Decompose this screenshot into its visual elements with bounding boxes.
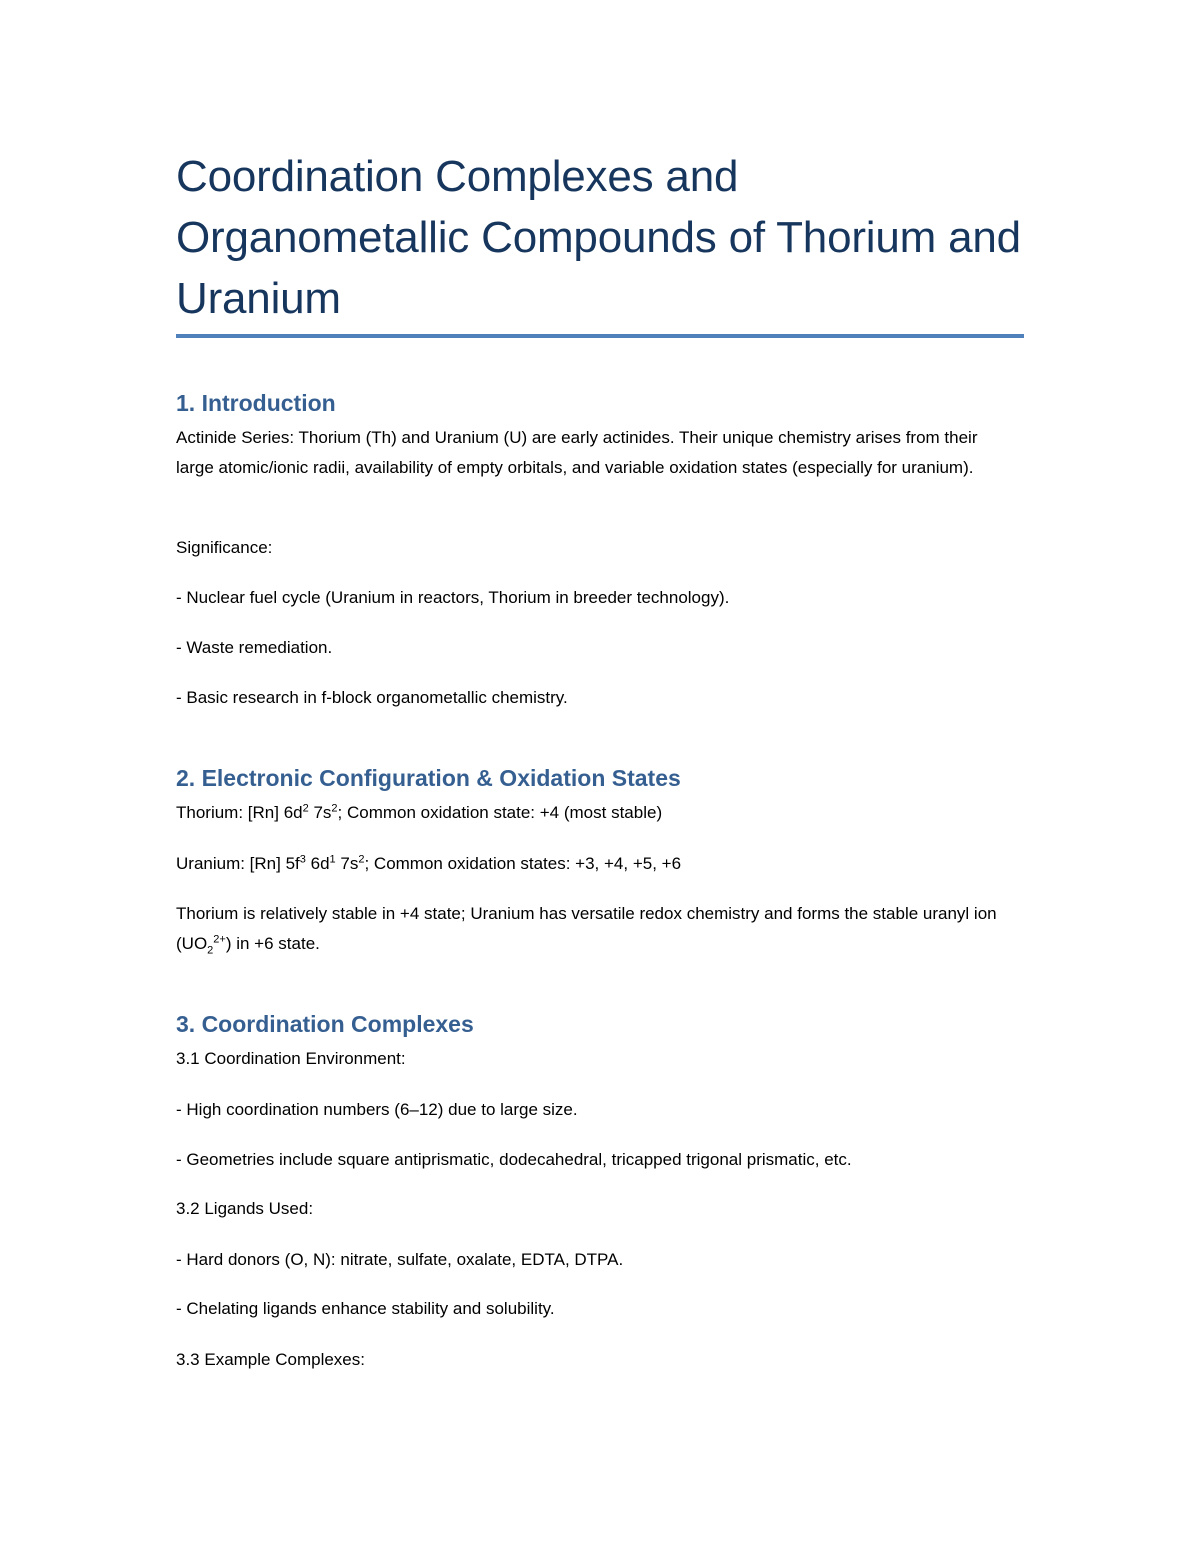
ligand-bullet: - Chelating ligands enhance stability and solubility. bbox=[176, 1299, 555, 1318]
example-complexes-label: 3.3 Example Complexes: bbox=[176, 1350, 365, 1369]
heading-introduction: 1. Introduction bbox=[176, 390, 336, 416]
significance-bullet: - Nuclear fuel cycle (Uranium in reactors, Thorium in breeder technology). bbox=[176, 588, 730, 607]
thorium-configuration: Thorium: [Rn] $6d^2$ $7s^2$; Common oxidation state: +4 (most stable) bbox=[176, 802, 663, 822]
ligand-bullet: - Hard donors (O, N): nitrate, sulfate, oxalate, EDTA, DTPA. bbox=[176, 1250, 624, 1269]
coordination-bullet: - Geometries include square antiprismatic, dodecahedral, tricapped trigonal prismatic, etc. bbox=[176, 1150, 852, 1169]
title-underline bbox=[176, 334, 1024, 338]
oxidation-note: Thorium is relatively stable in +4 state; Uranium has versatile redox chemistry and forms the stable uranyl ion $(UO_2^{2+})$ in +6 state. bbox=[176, 904, 997, 957]
heading-electronic-configuration: 2. Electronic Configuration & Oxidation States bbox=[176, 765, 681, 791]
significance-bullet: - Basic research in f-block organometallic chemistry. bbox=[176, 688, 568, 707]
significance-bullet: - Waste remediation. bbox=[176, 638, 333, 657]
ligands-label: 3.2 Ligands Used: bbox=[176, 1199, 314, 1218]
uranium-configuration: Uranium: [Rn] $5f^3$ $6d^1$ $7s^2$; Common oxidation states: +3, +4, +5, +6 bbox=[176, 853, 682, 873]
coordination-environment-label: 3.1 Coordination Environment: bbox=[176, 1049, 406, 1068]
coordination-bullet: - High coordination numbers (6–12) due to large size. bbox=[176, 1100, 578, 1119]
significance-label: Significance: bbox=[176, 538, 273, 557]
document-title: Coordination Complexes and Organometallic Compounds of Thorium and Uranium bbox=[176, 152, 1021, 323]
heading-coordination-complexes: 3. Coordination Complexes bbox=[176, 1011, 474, 1037]
intro-paragraph: Actinide Series: Thorium (Th) and Uranium (U) are early actinides. Their unique chemistry arises from their large atomic/ionic radii, availability of empty orbitals, and variable oxidation states (especially for uranium). bbox=[176, 428, 978, 477]
